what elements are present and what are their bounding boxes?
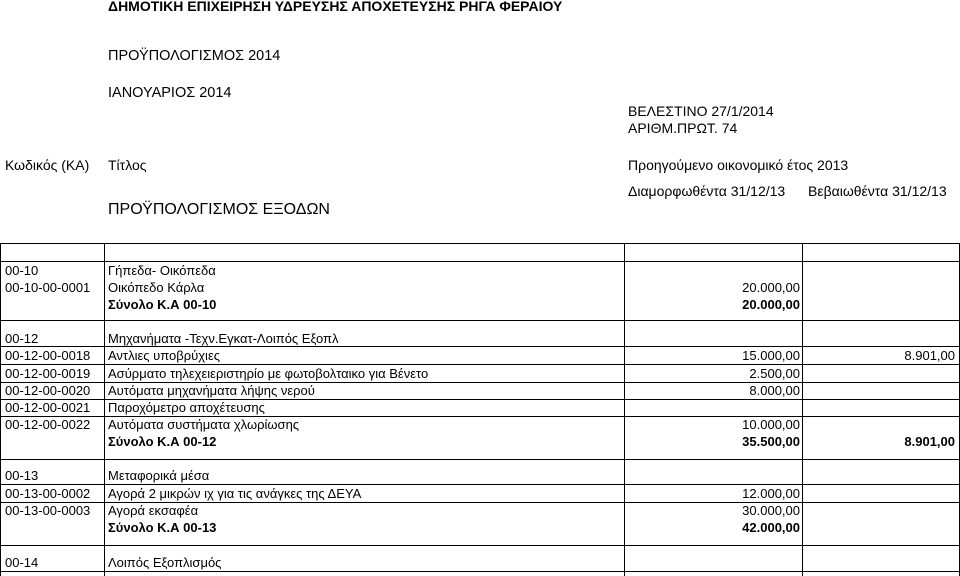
column-header-title: Τίτλος: [108, 157, 147, 173]
row-title: Ασύρματο τηλεχειεριστηρίο με φωτοβολταικο για Βένετο: [108, 366, 429, 381]
row-title: Αγορά 2 μικρών ιχ για τις ανάγκες της ΔΕΥΑ: [108, 486, 362, 501]
row-title: Μηχανήματα -Τεχν.Εγκατ-Λοιπός Εξοπλ: [108, 331, 339, 346]
row-code: 00-12-00-0020: [5, 383, 91, 398]
table-row: [0, 330, 960, 347]
table-row: [0, 399, 960, 416]
row-title: Παροχόμετρο αποχέτευσης: [108, 400, 265, 415]
total-row: [0, 519, 960, 536]
table-row: [0, 347, 960, 364]
column-header-code: Κωδικός (ΚΑ): [5, 157, 90, 173]
row-title: Σύνολο Κ.Α 00-13: [108, 520, 217, 535]
row-formed: 2.500,00: [749, 366, 800, 381]
row-formed: 8.000,00: [749, 383, 800, 398]
section-title: ΠΡΟΫΠΟΛΟΓΙΣΜΟΣ ΕΞΟΔΩΝ: [108, 201, 330, 218]
grid-line: [104, 243, 105, 576]
budget-title: ΠΡΟΫΠΟΛΟΓΙΣΜΟΣ 2014: [108, 48, 281, 64]
row-title: Αυτόματα μηχανήματα λήψης νερού: [108, 383, 315, 398]
table-row: [0, 485, 960, 502]
row-code: 00-13-00-0003: [5, 503, 91, 518]
column-header-formed: Διαμορφωθέντα 31/12/13: [628, 183, 786, 199]
total-row: [0, 296, 960, 313]
row-code: 00-14: [5, 555, 39, 570]
row-formed: 15.000,00: [742, 348, 800, 363]
row-title: Σύνολο Κ.Α 00-12: [108, 434, 217, 449]
row-title: Αντλιες υποβρύχιες: [108, 348, 221, 363]
row-title: Αυτόματα συστήματα χλωρίωσης: [108, 417, 300, 432]
row-formed: 20.000,00: [742, 297, 800, 312]
row-title: Γήπεδα- Οικόπεδα: [108, 263, 216, 278]
protocol-number: ΑΡΙΘΜ.ΠΡΩΤ. 74: [628, 120, 738, 136]
column-header-certified: Βεβαιωθέντα 31/12/13: [808, 183, 947, 199]
row-certified: 8.901,00: [904, 434, 955, 449]
row-code: 00-12-00-0019: [5, 366, 91, 381]
row-formed: 42.000,00: [742, 520, 800, 535]
row-formed: 20.000,00: [742, 280, 800, 295]
table-row: [0, 416, 960, 433]
row-title: Μεταφορικά μέσα: [108, 468, 210, 483]
divider: [0, 320, 960, 321]
row-code: 00-13-00-0002: [5, 486, 91, 501]
grid-line: [624, 243, 625, 576]
row-code: 00-12-00-0022: [5, 417, 91, 432]
posted-label: ΒΕΛΕΣΤΙΝΟ 27/1/2014: [628, 103, 774, 119]
column-header-prev-year: Προηγούμενο οικονομικό έτος 2013: [628, 157, 849, 173]
divider: [0, 545, 960, 546]
table-row: [0, 262, 960, 279]
table-row: [0, 467, 960, 484]
row-code: 00-10: [5, 263, 39, 278]
divider: [0, 459, 960, 460]
table-row: [0, 365, 960, 382]
row-formed: 10.000,00: [742, 417, 800, 432]
divider: [0, 571, 960, 572]
row-code: 00-12: [5, 331, 39, 346]
table-row: [0, 279, 960, 296]
grid-line: [802, 243, 803, 576]
org-name: ΔΗΜΟΤΙΚΗ ΕΠΙΧΕΙΡΗΣΗ ΥΔΡΕΥΣΗΣ ΑΠΟΧΕΤΕΥΣΗΣ ΡΗΓΑ ΦΕΡΑΙΟΥ: [108, 0, 563, 14]
month-label: ΙΑΝΟΥΑΡΙΟΣ 2014: [108, 85, 232, 101]
table-row: [0, 554, 960, 571]
row-code: 00-13: [5, 468, 39, 483]
row-formed: 30.000,00: [742, 503, 800, 518]
row-code: 00-12-00-0018: [5, 348, 91, 363]
row-title: Σύνολο Κ.Α 00-10: [108, 297, 217, 312]
row-title: Αγορά εκσαφέα: [108, 503, 199, 518]
row-code: 00-12-00-0021: [5, 400, 91, 415]
row-certified: 8.901,00: [904, 348, 955, 363]
grid-line: [0, 243, 1, 576]
row-title: Οικόπεδο Κάρλα: [108, 280, 205, 295]
table-row: [0, 502, 960, 519]
row-formed: 35.500,00: [742, 434, 800, 449]
table-row: [0, 382, 960, 399]
total-row: [0, 433, 960, 450]
divider: [0, 243, 960, 244]
row-code: 00-10-00-0001: [5, 280, 91, 295]
row-formed: 12.000,00: [742, 486, 800, 501]
row-title: Λοιπός Εξοπλισμός: [108, 555, 222, 570]
